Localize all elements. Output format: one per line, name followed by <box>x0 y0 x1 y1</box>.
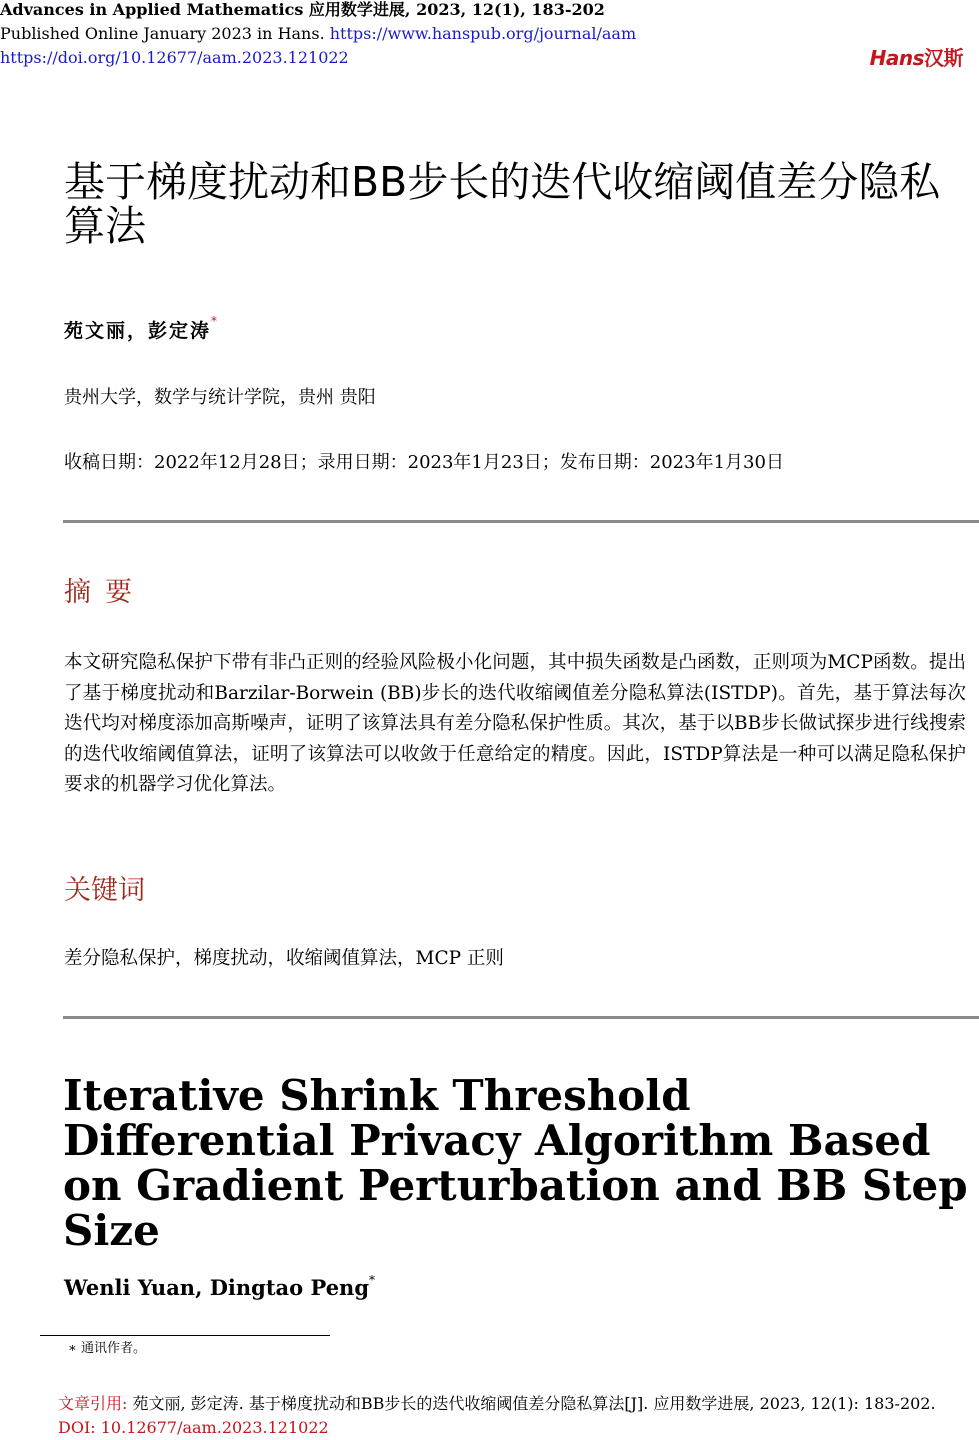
abstract-text: 本文研究隐私保护下带有非凸正则的经验风险极小化问题，其中损失函数是凸函数，正则项为MCP函数。提出了基于梯度扰动和Barzilar-Borwein (BB)步长的迭代收缩阈值差分隐私算法(ISTDP)。首先，基于算法每次迭代均对梯度添加高斯噪声，证明了该算法具有差分隐私保护性质。其次，基于以BB步长做试探步进行线搜索的迭代收缩阈值算法，证明了该算法可以收敛于任意给定的精度。因此，ISTDP算法是一种可以满足隐私保护要求的机器学习优化算法。 <box>64 652 966 795</box>
hans-logo <box>870 42 963 71</box>
footnote-rule <box>40 1335 330 1336</box>
chinese-authors <box>64 316 219 343</box>
corresponding-mark-en: * <box>369 1273 376 1287</box>
chinese-authors-names: 苑文丽，彭定涛 <box>64 320 212 342</box>
affiliation: 贵州大学，数学与统计学院，贵州 贵阳 <box>64 387 376 408</box>
doi-link[interactable]: https://doi.org/10.12677/aam.2023.121022 <box>0 48 349 67</box>
journal-header: Advances in Applied Mathematics 应用数学进展, 2023, 12(1), 183-202 <box>0 0 605 19</box>
keywords-heading: 关键词 <box>64 875 145 906</box>
corresponding-mark: * <box>211 314 220 328</box>
abstract-heading: 摘要 <box>64 577 146 608</box>
section-divider-bottom <box>63 1016 979 1019</box>
section-divider-top <box>63 520 979 523</box>
citation-label: 文章引用: <box>58 1394 128 1413</box>
citation-doi-link[interactable]: DOI: 10.12677/aam.2023.121022 <box>58 1418 329 1437</box>
journal-link[interactable]: https://www.hanspub.org/journal/aam <box>329 24 637 43</box>
english-authors <box>64 1275 375 1300</box>
dates-line: 收稿日期：2022年12月28日；录用日期：2023年1月23日；发布日期：2023年1月30日 <box>64 452 784 473</box>
keywords-text: 差分隐私保护，梯度扰动，收缩阈值算法，MCP 正则 <box>64 948 504 969</box>
english-title: Iterative Shrink Threshold Differential Privacy Algorithm Based on Gradient Perturbation and BB Step Size <box>63 1071 968 1255</box>
citation <box>58 1392 958 1440</box>
published-text: Published Online January 2023 in Hans. <box>0 24 325 43</box>
citation-text: 苑文丽, 彭定涛. 基于梯度扰动和BB步长的迭代收缩阈值差分隐私算法[J]. 应用数学进展, 2023, 12(1): 183-202. <box>132 1394 936 1413</box>
published-line <box>0 22 636 46</box>
logo-cjk: 汉斯 <box>924 46 963 70</box>
english-authors-names: Wenli Yuan, Dingtao Peng <box>64 1275 370 1300</box>
logo-latin: Hans <box>869 46 924 70</box>
footnote: ∗ 通讯作者。 <box>68 1341 146 1356</box>
chinese-title: 基于梯度扰动和BB步长的迭代收缩阈值差分隐私算法 <box>64 158 941 250</box>
